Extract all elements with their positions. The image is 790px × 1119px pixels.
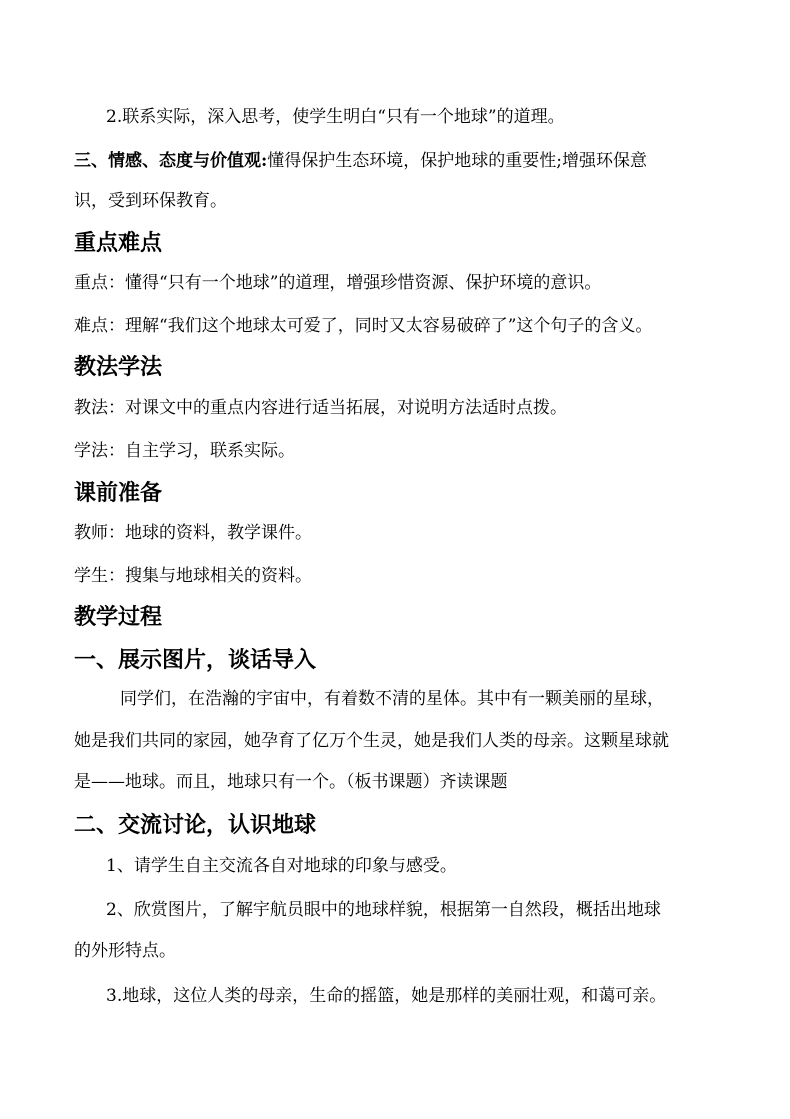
methods-heading: 教法学法: [74, 354, 163, 380]
section-2-item-2-line-2: 的外形特点。: [74, 941, 176, 961]
objective-item-2: 2.联系实际，深入思考，使学生明白“只有一个地球”的道理。: [106, 107, 565, 127]
emotion-objective-line-1: [74, 150, 647, 172]
section-2-item-2-line-1: 2、欣赏图片，了解宇航员眼中的地球样貌，根据第一自然段，概括出地球: [106, 900, 661, 920]
section-1-paragraph-line-1: 同学们，在浩瀚的宇宙中，有着数不清的星体。其中有一颗美丽的星球，: [120, 689, 664, 709]
emotion-objective-text: 懂得保护生态环境，保护地球的重要性;增强环保意: [267, 151, 648, 171]
preparation-heading: 课前准备: [74, 480, 163, 506]
section-2-item-3: 3.地球，这位人类的母亲，生命的摇篮，她是那样的美丽壮观，和蔼可亲。: [106, 986, 667, 1006]
key-points-heading: 重点难点: [74, 230, 163, 256]
student-preparation: 学生：搜集与地球相关的资料。: [74, 566, 312, 586]
difficulty-point: 难点：理解“我们这个地球太可爱了，同时又太容易破碎了”这个句子的含义。: [74, 316, 653, 336]
process-heading: 教学过程: [74, 604, 163, 630]
focus-point: 重点：懂得“只有一个地球”的道理，增强珍惜资源、保护环境的意识。: [74, 273, 602, 293]
teaching-method: 教法：对课文中的重点内容进行适当拓展，对说明方法适时点拨。: [74, 398, 567, 418]
section-2-heading: 二、交流讨论，认识地球: [74, 812, 317, 838]
learning-method: 学法：自主学习，联系实际。: [74, 441, 295, 461]
section-2-item-1: 1、请学生自主交流各自对地球的印象与感受。: [106, 856, 457, 876]
section-1-heading: 一、展示图片，谈话导入: [74, 647, 317, 673]
section-1-paragraph-line-2: 她是我们共同的家园，她孕育了亿万个生灵，她是我们人类的母亲。这颗星球就: [74, 731, 669, 751]
emotion-objective-label: 三、情感、态度与价值观:: [74, 151, 268, 171]
emotion-objective-line-2: 识，受到环保教育。: [74, 191, 227, 211]
section-1-paragraph-line-3: 是——地球。而且，地球只有一个。（板书课题）齐读课题: [74, 772, 508, 792]
teacher-preparation: 教师：地球的资料，教学课件。: [74, 523, 312, 543]
